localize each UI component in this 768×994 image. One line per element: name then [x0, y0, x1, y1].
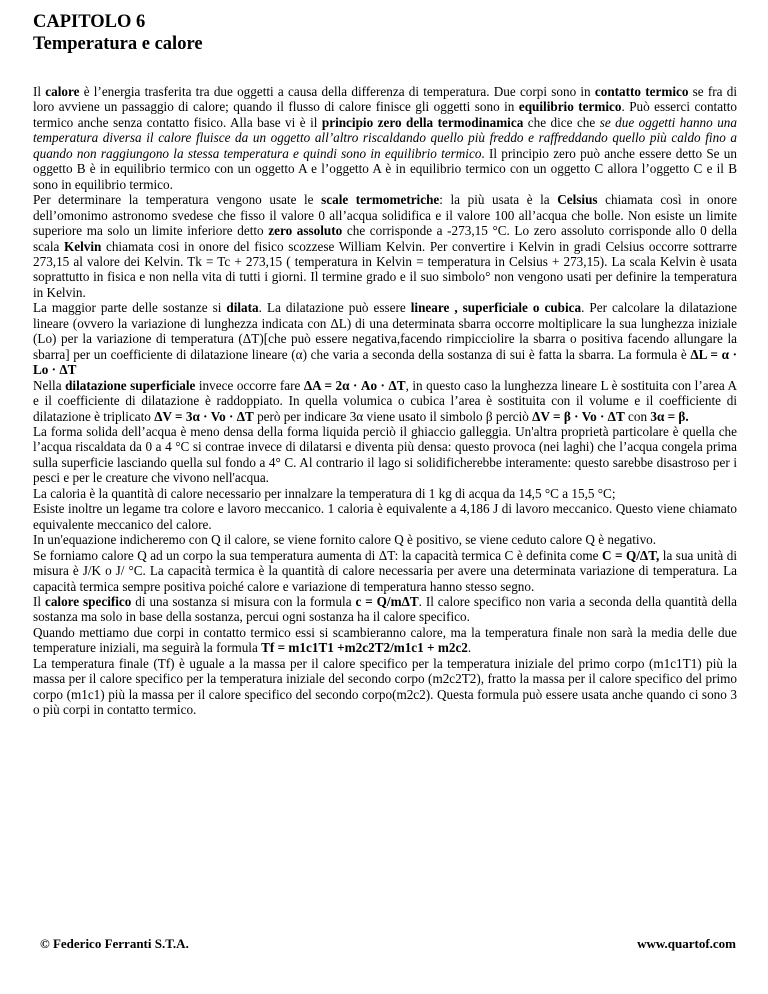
formula: 3α = β. [650, 408, 689, 424]
formula: ΔL = α · Lo · ΔT [33, 346, 738, 378]
italic-statement: se due oggetti hanno una temperatura diversa il calore fluisce da un oggetto all’altro riscaldando quello più freddo e raffreddando quello più caldo fino a quando non raggiungono la stessa temperatura e quindi sono in equilibrio termico [33, 114, 737, 161]
formula: Tf = m1c1T1 +m2c2T2/m1c1 + m2c2 [261, 640, 468, 656]
formula: ΔV = β · Vo · ΔT [532, 408, 625, 424]
bold-term: Celsius [557, 192, 598, 208]
text-run: . La dilatazione può essere [258, 300, 411, 316]
formula: C = Q/ΔT, [601, 547, 660, 563]
document-body [33, 84, 737, 718]
text-run: . Per calcolare la dilatazione lineare (ovvero la variazione di lunghezza indicata con ΔL) di una determinata sbarra occorre moltiplicare la sua lunghezza iniziale (Lo) per la variazione di temperatura (ΔT)[che può essere negativa,facendo rimpicciolire la sbarra o positiva facendo allungare la sbarra] per un coefficiente di dilatazione lineare (α) che varia a seconda della sostanza di sui è fatta la sbarra. La formula è [33, 300, 737, 362]
text-run: . [467, 640, 472, 656]
text-run: . Può esserci contatto termico anche senza contatto fisico. Alla base vi è il [33, 99, 737, 130]
bold-term: dilatazione superficiale [65, 377, 196, 393]
bold-term: lineare , superficiale o cubica [410, 300, 582, 316]
text-run: Nella [33, 377, 66, 393]
chapter-title: Temperatura e calore [33, 34, 203, 54]
chapter-number: CAPITOLO 6 [33, 12, 146, 32]
text-run: . Il calore specifico non varia a seconda della quantità della sostanza ma solo in base della sostanza, percui ogni sostanza ha il calore specifico. [33, 593, 738, 625]
paragraph-heat-sign: In un'equazione indicheremo con Q il calore, se viene fornito calore Q è positivo, se viene ceduto calore Q è negativo. [33, 532, 657, 548]
text-run: chiamata cosi in onore del fisico scozzese William Kelvin. Per convertire i Kelvin in gradi Celsius occorre sottrarre 273,15 al valore dei Kelvin. Tk = Tc + 273,15 ( temperatura in Kelvin = temperatura in Celsius + 273,15). La scala Kelvin è usata soprattutto in fisica e non nella vita di tutti i giorni. Il termine grado e il suo simbolo° non vengono usati per definire la temperatura in Kelvin. [33, 238, 738, 300]
text-run: è l’energia trasferita tra due oggetti a causa della differenza di temperatura. Due corpi sono in [79, 84, 595, 99]
paragraph-specific-heat [33, 594, 737, 625]
text-run: però per indicare 3α viene usato il simbolo β perciò [253, 408, 533, 424]
text-run: di una sostanza si misura con la formula [131, 593, 356, 609]
text-run: con [624, 408, 651, 424]
text-run: . Il principio zero può anche essere detto Se un oggetto B è in equilibrio termico con un oggetto A e l’oggetto A è in equilibrio termico con un oggetto C allora l’oggetto C e il B sono in equilibrio termico. [33, 145, 737, 192]
bold-term: principio zero della termodinamica [321, 114, 524, 130]
paragraph-mechanical-equivalent: Esiste inoltre un legame tra colore e lavoro meccanico. 1 caloria è equivalente a 4,186 J di lavoro meccanico. Questo viene chiamato equivalente meccanico del calore. [33, 501, 737, 532]
paragraph-final-temperature-explanation: La temperatura finale (Tf) è uguale a la massa per il calore specifico per la temperatura iniziale del primo corpo (m1c1T1) più la massa per il calore specifico per la temperatura iniziale del secondo corpo (m2c2T2), fratto la massa per il calore specifico del primo corpo (m1c1) più la massa per il calore specifico del secondo corpo(m2c2). Questa formula può essere usata anche quando ci sono 3 o più corpi in contatto termico. [33, 655, 737, 718]
footer-copyright: © Federico Ferranti S.T.A. [40, 936, 189, 951]
text-run: Se forniamo calore Q ad un corpo la sua temperatura aumenta di ΔT: la capacità termica C è definita come [33, 547, 602, 563]
text-run: Il [33, 593, 45, 609]
bold-term: calore [45, 84, 80, 99]
footer-website: www.quartof.com [637, 936, 736, 951]
paragraph-surface-volume-expansion [33, 378, 737, 424]
text-run: che corrisponde a -273,15 °C. Lo zero assoluto corrisponde allo 0 della scala [33, 223, 737, 254]
text-run: Quando mettiamo due corpi in contatto termico essi si scambieranno calore, ma la temperatura finale non sarà la media delle due temperature iniziali, ma seguirà la formula [33, 624, 737, 656]
bold-term: Kelvin [63, 238, 102, 254]
paragraph-heat-definition [33, 84, 737, 192]
paragraph-temperature-scales [33, 192, 737, 300]
text-run: , in questo caso la lunghezza lineare L è sostituita con l’area A e il coefficiente di dilatazione è raddoppiato. In quella volumica o cubica l’area è sostituita con il volume e il coefficiente di dilatazione è triplicato [33, 377, 738, 424]
bold-term: dilata [226, 300, 259, 316]
bold-term: zero assoluto [268, 223, 343, 239]
paragraph-calorie-definition: La caloria è la quantità di calore necessario per innalzare la temperatura di 1 kg di acqua da 14,5 °C a 15,5 °C; [33, 485, 616, 501]
paragraph-final-temperature [33, 625, 737, 656]
bold-term: scale termometriche [321, 192, 440, 208]
text-run: chiamata così in onore dell’omonimo astronomo svedese che fisso il valore 0 all’acqua solidifica e il valore 100 all’acqua che bolle. Non esiste un limite superiore ma solo un limite inferiore detto [33, 192, 737, 239]
text-run: Per determinare la temperatura vengono usate le [33, 192, 322, 208]
formula: ΔA = 2α · Ao · ΔT [303, 377, 406, 393]
formula: ΔV = 3α · Vo · ΔT [154, 408, 254, 424]
text-run: invece occorre fare [195, 377, 304, 393]
bold-term: equilibrio termico [518, 99, 622, 115]
text-run: : la più usata è la [439, 192, 558, 208]
text-run: se fra di loro avviene un passaggio di calore; quando il flusso di calore finisce gli oggetti sono in [33, 84, 737, 115]
text-run: Il [33, 84, 46, 99]
paragraph-water-anomaly: La forma solida dell’acqua è meno densa della forma liquida perciò il ghiaccio galleggia. Un'altra proprietà particolare è quella che l’acqua riscaldata da 0 a 4 °C si contrae invece di dilatarsi e diventa più densa: questo provoca (nei laghi) che l’acqua congela prima sulla superficie lasciando quella sul fondo a 4° C. Al contrario il lago si solidificherebbe interamente: questo sarebbe disastroso per i pesci e per le creature che vivono nell'acqua. [33, 423, 737, 486]
paragraph-linear-expansion [33, 300, 737, 377]
text-run: che dice che [523, 114, 600, 130]
bold-term: contatto termico [594, 84, 689, 99]
text-run: la sua unità di misura è J/K o J/ °C. La capacità termica è la quantità di calore necessaria per avere una determinata variazione di temperatura. La capacità termica sempre positiva poiché calore e variazione di temperatura hanno stesso segno. [33, 547, 737, 594]
text-run: La maggior parte delle sostanze si [33, 300, 227, 316]
formula: c = Q/mΔT [355, 593, 419, 609]
paragraph-heat-capacity [33, 548, 737, 594]
bold-term: calore specifico [44, 593, 132, 609]
